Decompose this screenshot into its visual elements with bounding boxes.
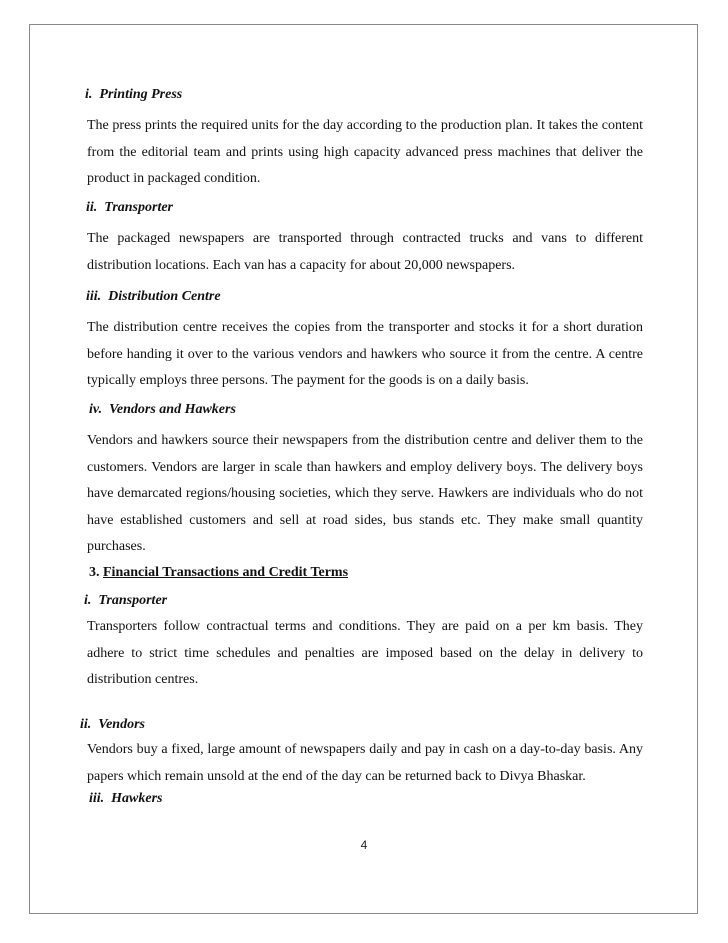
heading-vendors-terms: ii. Vendors — [80, 717, 145, 732]
heading-printing-press: i. Printing Press — [85, 87, 183, 102]
paragraph-transporter-terms: Transporters follow contractual terms and conditions. They are paid on a per km basis. They adhere to strict time schedules and penalties are imposed based on the delay in delivery to distribution centres. — [87, 619, 643, 687]
section-3-heading: 3. Financial Transactions and Credit Terms — [89, 565, 349, 580]
heading-hawkers-terms: iii. Hawkers — [89, 791, 163, 806]
page-number: 4 — [360, 838, 368, 852]
heading-transporter: ii. Transporter — [86, 200, 173, 215]
paragraph-printing-press: The press prints the required units for the day according to the production plan. It takes the content from the editorial team and prints using high capacity advanced press machines that deliver the product in packaged condition. — [87, 118, 643, 186]
paragraph-vendors-terms: Vendors buy a fixed, large amount of newspapers daily and pay in cash on a day-to-day basis. Any papers which remain unsold at the end of the day can be returned back to Divya Bhaskar. — [87, 742, 643, 784]
paragraph-distribution-centre: The distribution centre receives the copies from the transporter and stocks it for a short duration before handing it over to the various vendors and hawkers who source it from the centre. A centre typically employs three persons. The payment for the goods is on a daily basis. — [87, 320, 643, 388]
paragraph-transporter: The packaged newspapers are transported through contracted trucks and vans to different distribution locations. Each van has a capacity for about 20,000 newspapers. — [87, 231, 643, 273]
paragraph-vendors-hawkers: Vendors and hawkers source their newspapers from the distribution centre and deliver them to the customers. Vendors are larger in scale than hawkers and employ delivery boys. The delivery boys have demarcated regions/housing societies, which they serve. Hawkers are individuals who do not have established customers and sell at road sides, bus stands etc. They make small quantity purchases. — [87, 433, 643, 554]
heading-vendors-hawkers: iv. Vendors and Hawkers — [89, 402, 236, 417]
heading-distribution-centre: iii. Distribution Centre — [86, 289, 221, 304]
heading-transporter-terms: i. Transporter — [84, 593, 168, 608]
